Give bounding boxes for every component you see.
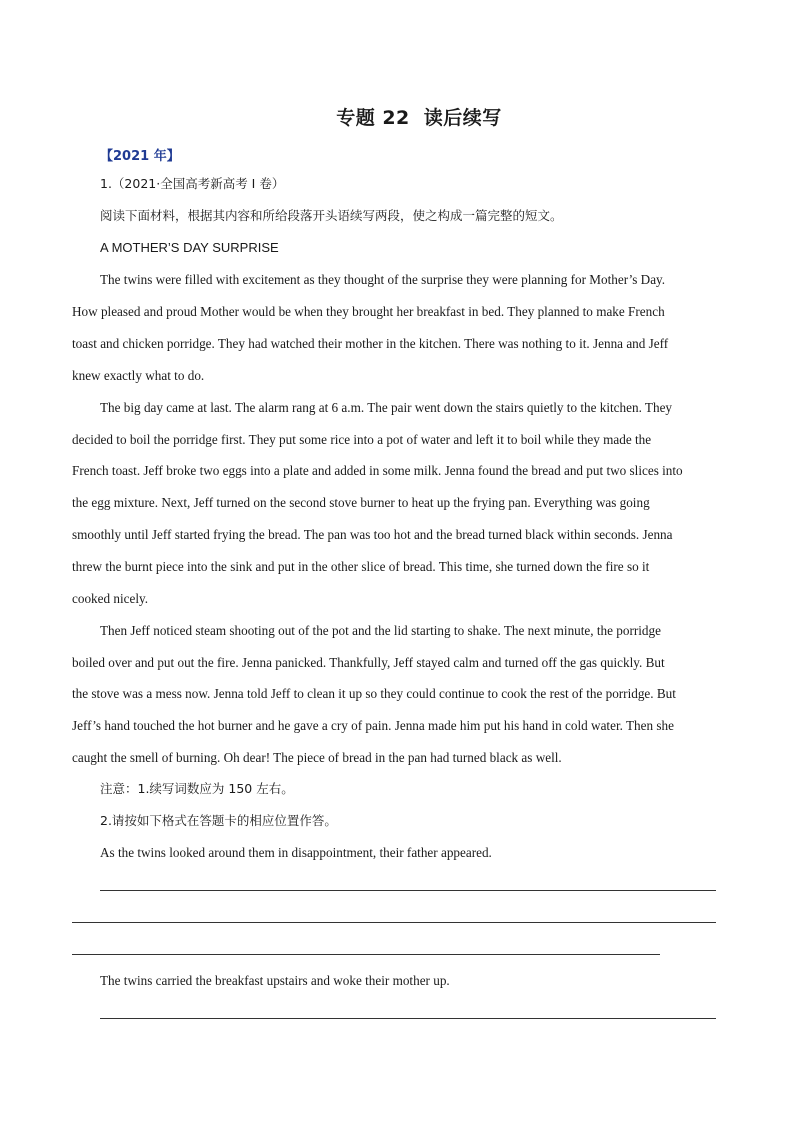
answer-blank-line[interactable]: [72, 954, 660, 955]
paragraph-line: threw the burnt piece into the sink and put in the other slice of bread. This time, she turned down the fire so it: [72, 559, 650, 574]
paragraph-line: smoothly until Jeff started frying the bread. The pan was too hot and the bread turned black within seconds. Jenna: [72, 527, 673, 542]
paragraph-line: boiled over and put out the fire. Jenna panicked. Thankfully, Jeff stayed calm and turned off the gas quickly. But: [72, 655, 665, 670]
paragraph-line: toast and chicken porridge. They had watched their mother in the kitchen. There was nothing to it. Jenna and Jeff: [72, 336, 669, 351]
paragraph-1-opening: As the twins looked around them in disappointment, their father appeared.: [100, 845, 492, 860]
note-format: 2.请按如下格式在答题卡的相应位置作答。: [100, 813, 337, 828]
paragraph-line: French toast. Jeff broke two eggs into a plate and added in some milk. Jenna found the bread and put two slices into: [72, 463, 683, 478]
paragraph-line: The twins were filled with excitement as they thought of the surprise they were planning for Mother’s Day.: [100, 272, 666, 287]
title-topic-name: 读后续写: [423, 107, 502, 129]
note-word-count: 注意：1.续写词数应为 150 左右。: [100, 781, 294, 796]
paragraph-line: Then Jeff noticed steam shooting out of the pot and the lid starting to shake. The next minute, the porridge: [100, 623, 661, 638]
paragraph-line: The big day came at last. The alarm rang at 6 a.m. The pair went down the stairs quietly to the kitchen. They: [100, 400, 673, 415]
paragraph-line: the egg mixture. Next, Jeff turned on the second stove burner to heat up the frying pan. Everything was going: [72, 495, 650, 510]
paragraph-line: cooked nicely.: [72, 591, 149, 606]
answer-blank-line[interactable]: [72, 922, 716, 923]
answer-blank-line[interactable]: [100, 1018, 716, 1019]
question-source: 1.（2021·全国高考新高考 I 卷）: [100, 176, 285, 191]
paragraph-line: knew exactly what to do.: [72, 368, 205, 383]
paragraph-line: How pleased and proud Mother would be when they brought her breakfast in bed. They planned to make French: [72, 304, 665, 319]
answer-blank-line[interactable]: [100, 890, 716, 891]
paragraph-line: caught the smell of burning. Oh dear! The piece of bread in the pan had turned black as well.: [72, 750, 562, 765]
instruction-text: 阅读下面材料，根据其内容和所给段落开头语续写两段，使之构成一篇完整的短文。: [100, 208, 563, 223]
paragraph-line: Jeff’s hand touched the hot burner and he gave a cry of pain. Jenna made him put his hand in cold water. Then she: [72, 718, 674, 733]
year-tag: 【2021 年】: [100, 149, 180, 164]
passage-title: A MOTHER’S DAY SURPRISE: [100, 240, 279, 255]
title-topic-number: 专题 22: [336, 107, 410, 129]
paragraph-line: decided to boil the porridge first. They put some rice into a pot of water and left it to boil while they made the: [72, 432, 652, 447]
paragraph-2-opening: The twins carried the breakfast upstairs and woke their mother up.: [100, 973, 450, 988]
page-title: [0, 103, 794, 130]
paragraph-line: the stove was a mess now. Jenna told Jeff to clean it up so they could continue to cook the rest of the porridge. But: [72, 686, 676, 701]
